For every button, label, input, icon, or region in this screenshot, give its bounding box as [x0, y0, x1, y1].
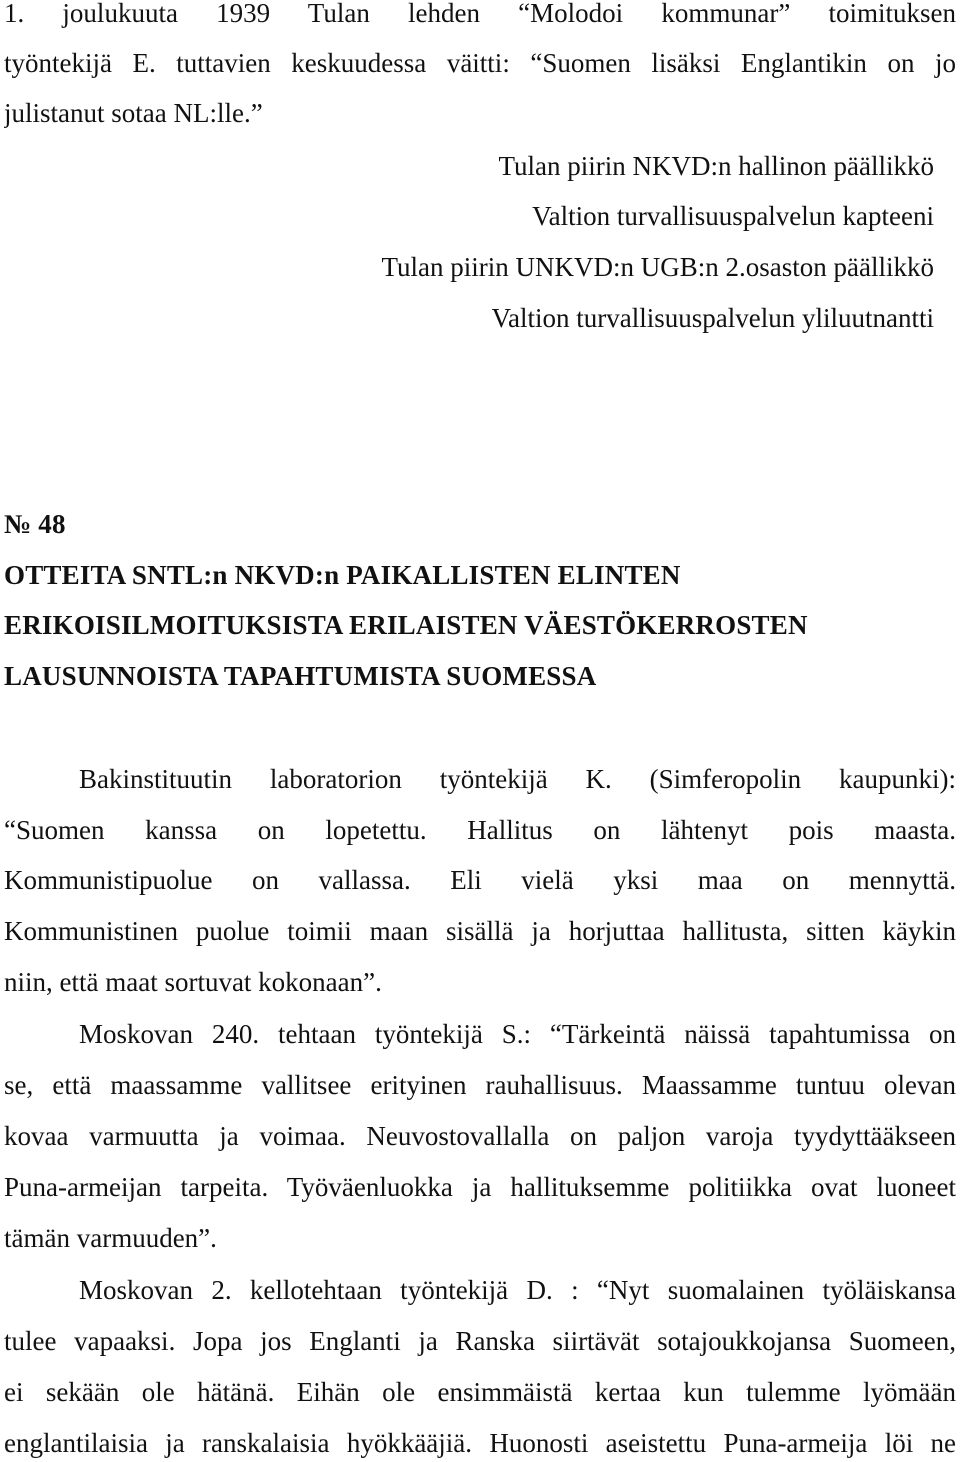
p1-line-3: Kommunistipuolue on vallassa. Eli vielä yksi maa on mennyttä. — [4, 865, 956, 895]
document-title-line-3: LAUSUNNOISTA TAPAHTUMISTA SUOMESSA — [4, 661, 597, 691]
document-number: № 48 — [4, 509, 66, 539]
p1-line-4: Kommunistinen puolue toimii maan sisällä ja horjuttaa hallitusta, sitten käykin — [4, 916, 956, 946]
p1-line-5: niin, että maat sortuvat kokonaan”. — [4, 967, 382, 997]
p2-line-3: kovaa varmuutta ja voimaa. Neuvostovallalla on paljon varoja tyydyttääkseen — [4, 1121, 956, 1151]
p2-line-1: Moskovan 240. tehtaan työntekijä S.: “Tärkeintä näissä tapahtumissa on — [79, 1019, 956, 1049]
p2-line-4: Puna-armeijan tarpeita. Työväenluokka ja hallituksemme politiikka ovat luoneet — [4, 1172, 956, 1202]
p3-line-4: englantilaisia ja ranskalaisia hyökkääjiä. Huonosti aseistettu Puna-armeija löi ne — [4, 1428, 956, 1458]
intro-line-3: julistanut sotaa NL:lle.” — [4, 98, 263, 128]
signature-line-1: Tulan piirin NKVD:n hallinon päällikkö — [498, 151, 934, 181]
signature-line-3: Tulan piirin UNKVD:n UGB:n 2.osaston päällikkö — [381, 252, 934, 282]
document-title-line-2: ERIKOISILMOITUKSISTA ERILAISTEN VÄESTÖKERROSTEN — [4, 610, 808, 640]
p3-line-2: tulee vapaaksi. Jopa jos Englanti ja Ranska siirtävät sotajoukkojansa Suomeen, — [4, 1326, 956, 1356]
p3-line-3: ei sekään ole hätänä. Eihän ole ensimmäistä kertaa kun tulemme lyömään — [4, 1377, 956, 1407]
p2-line-5: tämän varmuuden”. — [4, 1223, 217, 1253]
p2-line-2: se, että maassamme vallitsee erityinen rauhallisuus. Maassamme tuntuu olevan — [4, 1070, 956, 1100]
signature-line-2: Valtion turvallisuuspalvelun kapteeni — [532, 201, 934, 231]
p1-line-2: “Suomen kanssa on lopetettu. Hallitus on lähtenyt pois maasta. — [4, 815, 956, 845]
document-title-line-1: OTTEITA SNTL:n NKVD:n PAIKALLISTEN ELINTEN — [4, 560, 681, 590]
p1-line-1: Bakinstituutin laboratorion työntekijä K. (Simferopolin kaupunki): — [79, 764, 956, 794]
intro-line-1: 1. joulukuuta 1939 Tulan lehden “Molodoi kommunar” toimituksen — [4, 0, 956, 28]
p3-line-1: Moskovan 2. kellotehtaan työntekijä D. : “Nyt suomalainen työläiskansa — [79, 1275, 956, 1305]
signature-line-4: Valtion turvallisuuspalvelun yliluutnantti — [491, 303, 934, 333]
intro-line-2: työntekijä E. tuttavien keskuudessa väitti: “Suomen lisäksi Englantikin on jo — [4, 48, 956, 78]
